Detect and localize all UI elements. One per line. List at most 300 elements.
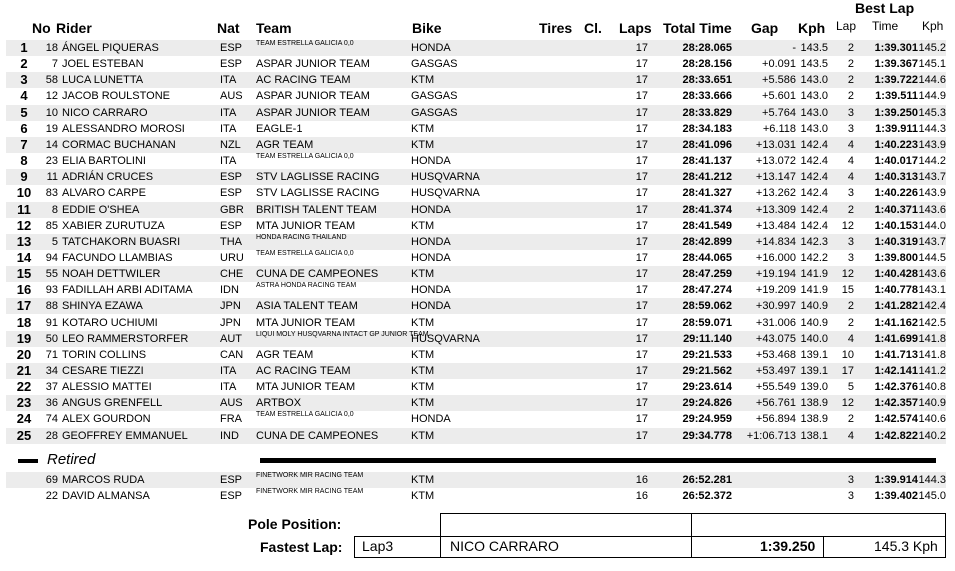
average-speed: 142.4 <box>800 138 828 151</box>
table-row <box>6 234 946 250</box>
header-best-lap-lap: Lap <box>836 19 857 33</box>
laps-completed: 17 <box>635 155 648 168</box>
laps-completed: 17 <box>635 332 648 345</box>
team-name: ASPAR JUNIOR TEAM <box>256 106 370 119</box>
total-time: 29:11.140 <box>683 332 732 345</box>
best-lap-time: 1:39.367 <box>874 58 918 71</box>
bike-make: HONDA <box>411 413 451 426</box>
best-lap-speed: 144.2 <box>918 155 946 168</box>
bike-make: HONDA <box>411 251 451 264</box>
pole-divider <box>691 513 947 537</box>
best-lap-time: 1:41.282 <box>874 300 918 313</box>
best-lap-time: 1:39.250 <box>874 106 918 119</box>
total-time: 29:34.778 <box>682 429 732 442</box>
total-time: 29:24.826 <box>682 397 732 410</box>
laps-completed: 17 <box>635 106 648 119</box>
best-lap-time: 1:40.226 <box>874 187 918 200</box>
table-row <box>6 363 946 379</box>
total-time: 28:33.666 <box>682 90 732 103</box>
table-row <box>6 472 946 488</box>
team-name: HONDA RACING THAILAND <box>256 233 347 241</box>
rider-name: ALVARO CARPE <box>62 187 146 200</box>
rider-name: CORMAC BUCHANAN <box>62 138 176 151</box>
best-lap-time: 1:42.357 <box>874 397 918 410</box>
header-tires: Tires <box>539 20 573 36</box>
position: 13 <box>16 233 32 249</box>
team-name: ARTBOX <box>256 397 302 410</box>
rider-name: ÁNGEL PIQUERAS <box>62 42 159 54</box>
bike-make: KTM <box>411 397 435 410</box>
gap-to-leader: +13.262 <box>755 187 796 200</box>
fastest-lap-label: Fastest Lap: <box>260 539 343 555</box>
average-speed: 141.9 <box>800 284 828 297</box>
rider-number: 88 <box>45 300 58 313</box>
laps-completed: 16 <box>635 474 648 486</box>
total-time: 28:33.651 <box>682 74 732 87</box>
best-lap-number: 3 <box>847 122 854 135</box>
nationality: ITA <box>220 155 237 168</box>
best-lap-number: 2 <box>847 58 854 71</box>
rider-number: 34 <box>45 365 58 377</box>
team-name: STV LAGLISSE RACING <box>256 171 380 184</box>
rider-number: 28 <box>45 429 58 442</box>
table-row <box>6 488 946 504</box>
best-lap-time: 1:41.699 <box>874 332 918 345</box>
rider-name: ELIA BARTOLINI <box>62 155 146 168</box>
rider-name: LEO RAMMERSTORFER <box>62 332 189 345</box>
position: 16 <box>16 282 32 298</box>
team-name: LIQUI MOLY HUSQVARNA INTACT GP JUNIOR TEAM <box>256 330 429 338</box>
rider-number: 36 <box>45 397 58 410</box>
team-name: TEAM ESTRELLA GALICIA 0,0 <box>256 40 354 47</box>
fastest-lap-time: 1:39.250 <box>760 538 816 554</box>
laps-completed: 17 <box>635 397 648 410</box>
gap-to-leader: +53.497 <box>755 365 796 377</box>
nationality: ESP <box>220 58 243 71</box>
best-lap-number: 2 <box>847 316 854 329</box>
header-total-time: Total Time <box>663 20 732 36</box>
table-row <box>6 347 946 363</box>
nationality: ITA <box>220 381 237 394</box>
best-lap-speed: 144.6 <box>918 74 946 87</box>
best-lap-time: 1:40.371 <box>874 203 918 216</box>
bike-make: GASGAS <box>411 90 458 103</box>
nationality: ESP <box>220 171 243 184</box>
average-speed: 143.0 <box>800 74 828 87</box>
bike-make: HONDA <box>411 284 451 297</box>
team-name: TEAM ESTRELLA GALICIA 0,0 <box>256 153 354 161</box>
total-time: 28:28.156 <box>682 58 732 71</box>
average-speed: 142.4 <box>800 219 828 232</box>
table-row <box>6 105 946 121</box>
team-name: MTA JUNIOR TEAM <box>256 219 356 232</box>
team-name: STV LAGLISSE RACING <box>256 187 380 200</box>
rider-number: 37 <box>45 381 58 394</box>
table-row <box>6 411 946 427</box>
bike-make: KTM <box>411 474 435 486</box>
team-name: ASTRA HONDA RACING TEAM <box>256 282 357 290</box>
bike-make: KTM <box>411 268 435 281</box>
best-lap-speed: 143.6 <box>918 203 946 216</box>
nationality: GBR <box>220 203 244 216</box>
laps-completed: 17 <box>635 58 648 71</box>
best-lap-number: 12 <box>841 219 854 232</box>
best-lap-number: 3 <box>847 235 854 248</box>
team-name: ASPAR JUNIOR TEAM <box>256 58 370 71</box>
best-lap-speed: 144.9 <box>918 90 946 103</box>
pole-position-label: Pole Position: <box>248 516 342 532</box>
bike-make: KTM <box>411 381 435 394</box>
bike-make: KTM <box>411 348 435 361</box>
best-lap-number: 2 <box>847 300 854 313</box>
best-lap-time: 1:39.911 <box>875 122 918 135</box>
rider-name: MARCOS RUDA <box>62 474 145 486</box>
gap-to-leader: +30.997 <box>755 300 796 313</box>
table-row <box>6 428 946 444</box>
best-lap-time: 1:42.574 <box>874 413 918 426</box>
position: 9 <box>20 169 28 185</box>
rider-name: FACUNDO LLAMBIAS <box>62 251 173 264</box>
nationality: ESP <box>220 490 243 502</box>
best-lap-time: 1:39.402 <box>874 490 918 502</box>
nationality: ESP <box>220 219 243 232</box>
rider-name: TORIN COLLINS <box>62 348 147 361</box>
laps-completed: 16 <box>635 490 648 502</box>
average-speed: 142.4 <box>800 155 828 168</box>
rider-name: ALESSIO MATTEI <box>62 381 152 394</box>
best-lap-time: 1:40.778 <box>874 284 918 297</box>
team-name: AGR TEAM <box>256 138 314 151</box>
best-lap-number: 3 <box>847 251 854 264</box>
retired-divider <box>260 458 936 463</box>
table-row <box>6 88 946 104</box>
total-time: 28:59.071 <box>682 316 732 329</box>
position: 21 <box>16 363 32 378</box>
average-speed: 138.1 <box>800 429 828 442</box>
fastest-divider-1 <box>440 536 441 558</box>
rider-number: 11 <box>46 171 58 184</box>
nationality: IND <box>220 429 239 442</box>
best-lap-time: 1:42.822 <box>874 429 918 442</box>
gap-to-leader: +5.764 <box>762 106 796 119</box>
total-time: 28:47.274 <box>682 284 732 297</box>
nationality: JPN <box>220 300 241 313</box>
position: 5 <box>20 104 28 120</box>
rider-name: ADRIÁN CRUCES <box>62 171 154 184</box>
best-lap-time: 1:39.301 <box>874 42 918 54</box>
gap-to-leader: +19.209 <box>755 284 796 297</box>
position: 4 <box>20 88 28 104</box>
best-lap-speed: 142.4 <box>918 300 946 313</box>
table-row <box>6 298 946 314</box>
gap-to-leader: - <box>792 42 796 54</box>
rider-name: ANGUS GRENFELL <box>62 397 163 410</box>
best-lap-time: 1:39.722 <box>874 74 918 87</box>
laps-completed: 17 <box>635 90 648 103</box>
best-lap-number: 2 <box>847 203 854 216</box>
best-lap-number: 4 <box>847 155 854 168</box>
position: 8 <box>20 153 28 169</box>
average-speed: 142.4 <box>800 203 828 216</box>
position: 10 <box>16 185 32 201</box>
average-speed: 141.9 <box>800 268 828 281</box>
laps-completed: 17 <box>635 316 648 329</box>
bike-make: HUSQVARNA <box>411 187 480 200</box>
average-speed: 143.0 <box>800 106 828 119</box>
average-speed: 140.9 <box>800 300 828 313</box>
rider-number: 55 <box>45 268 58 281</box>
gap-to-leader: +13.072 <box>755 155 796 168</box>
total-time: 28:41.327 <box>682 187 732 200</box>
rider-name: DAVID ALMANSA <box>62 490 150 502</box>
rider-number: 74 <box>45 413 58 426</box>
best-lap-number: 2 <box>847 42 854 54</box>
bike-make: HONDA <box>411 300 451 313</box>
bike-make: KTM <box>411 316 435 329</box>
best-lap-time: 1:42.376 <box>874 381 918 394</box>
laps-completed: 17 <box>635 348 648 361</box>
nationality: NZL <box>220 138 241 151</box>
rider-number: 19 <box>45 122 58 135</box>
best-lap-speed: 143.9 <box>918 187 946 200</box>
nationality: ESP <box>220 42 243 54</box>
best-lap-number: 3 <box>847 490 854 502</box>
team-name: AC RACING TEAM <box>256 365 351 377</box>
team-name: CUNA DE CAMPEONES <box>256 429 379 442</box>
average-speed: 139.1 <box>800 348 828 361</box>
gap-to-leader: +19.194 <box>755 268 796 281</box>
gap-to-leader: +5.601 <box>762 90 796 103</box>
laps-completed: 17 <box>635 219 648 232</box>
team-name: TEAM ESTRELLA GALICIA 0,0 <box>256 411 354 419</box>
table-row <box>6 185 946 201</box>
average-speed: 143.0 <box>800 90 828 103</box>
laps-completed: 17 <box>635 74 648 87</box>
rider-name: KOTARO UCHIUMI <box>62 316 158 329</box>
best-lap-time: 1:40.017 <box>874 155 918 168</box>
rider-name: SHINYA EZAWA <box>62 300 143 313</box>
best-lap-speed: 145.1 <box>918 58 946 71</box>
header-bike: Bike <box>412 20 442 36</box>
nationality: AUS <box>220 397 243 410</box>
rider-name: EDDIE O'SHEA <box>62 203 140 216</box>
rider-number: 5 <box>51 235 58 248</box>
best-lap-number: 3 <box>847 106 854 119</box>
header-kph: Kph <box>798 20 826 36</box>
laps-completed: 17 <box>635 284 648 297</box>
laps-completed: 17 <box>635 171 648 184</box>
total-time: 29:21.533 <box>682 348 732 361</box>
average-speed: 143.0 <box>800 122 828 135</box>
bike-make: HUSQVARNA <box>411 171 480 184</box>
average-speed: 142.3 <box>800 235 828 248</box>
average-speed: 142.4 <box>800 171 828 184</box>
laps-completed: 17 <box>635 300 648 313</box>
nationality: ITA <box>220 122 237 135</box>
average-speed: 139.0 <box>800 381 828 394</box>
header-best-lap-time: Time <box>872 19 899 33</box>
average-speed: 140.0 <box>800 332 828 345</box>
bike-make: HONDA <box>411 42 451 54</box>
average-speed <box>796 488 828 504</box>
nationality: THA <box>220 235 242 248</box>
pole-position-box <box>440 513 946 537</box>
total-time: 28:28.065 <box>682 42 732 54</box>
nationality: ITA <box>220 74 237 87</box>
rider-number: 94 <box>45 251 58 264</box>
header-team: Team <box>256 20 292 36</box>
nationality: ESP <box>220 187 243 200</box>
best-lap-time: 1:40.313 <box>874 171 918 184</box>
header-gap: Gap <box>751 20 779 36</box>
position: 24 <box>16 411 32 427</box>
header-best-lap: Best Lap <box>855 0 915 16</box>
table-row <box>6 266 946 282</box>
rider-name: JACOB ROULSTONE <box>62 90 170 103</box>
best-lap-speed: 142.5 <box>918 316 946 329</box>
nationality: CAN <box>220 348 244 361</box>
nationality: URU <box>220 251 244 264</box>
laps-completed: 17 <box>635 187 648 200</box>
nationality: AUS <box>220 90 243 103</box>
rider-number: 85 <box>45 219 58 232</box>
team-name: BRITISH TALENT TEAM <box>256 203 377 216</box>
rider-number: 23 <box>45 155 58 168</box>
best-lap-time: 1:42.141 <box>874 365 918 377</box>
average-speed: 143.5 <box>800 42 828 54</box>
fastest-lap-number: Lap3 <box>362 538 394 554</box>
nationality: ITA <box>220 365 237 377</box>
rider-name: NICO CARRARO <box>62 106 148 119</box>
best-lap-speed: 140.2 <box>918 429 946 442</box>
rider-name: FADILLAH ARBI ADITAMA <box>62 284 193 297</box>
best-lap-speed: 143.9 <box>918 138 946 151</box>
best-lap-number: 3 <box>847 474 854 486</box>
rider-name: ALESSANDRO MOROSI <box>62 122 185 135</box>
position: 14 <box>16 249 32 265</box>
bike-make: HONDA <box>411 235 451 248</box>
rider-name: NOAH DETTWILER <box>62 268 161 281</box>
rider-number: 93 <box>45 284 58 297</box>
total-time: 28:41.137 <box>682 155 732 168</box>
best-lap-number: 10 <box>841 348 854 361</box>
team-name: FINETWORK MIR RACING TEAM <box>256 488 364 495</box>
best-lap-speed: 141.2 <box>918 365 946 377</box>
fastest-divider-2 <box>691 536 692 558</box>
laps-completed: 17 <box>635 381 648 394</box>
header-nat: Nat <box>217 20 240 36</box>
best-lap-number: 12 <box>841 397 854 410</box>
bike-make: KTM <box>411 365 435 377</box>
table-row <box>6 218 946 234</box>
gap-to-leader: +14.834 <box>755 235 796 248</box>
gap-to-leader <box>736 488 796 504</box>
rider-number: 14 <box>45 138 58 151</box>
gap-to-leader: +0.091 <box>762 58 796 71</box>
best-lap-number: 4 <box>847 138 854 151</box>
table-row <box>6 379 946 395</box>
gap-to-leader: +13.484 <box>755 219 796 232</box>
team-name: MTA JUNIOR TEAM <box>256 381 356 394</box>
header-best-lap-kph: Kph <box>922 19 944 33</box>
table-row <box>6 72 946 88</box>
position: 20 <box>16 346 32 362</box>
position: 2 <box>20 56 28 72</box>
gap-to-leader: +13.309 <box>755 203 796 216</box>
best-lap-speed: 143.7 <box>918 235 946 248</box>
best-lap-number: 12 <box>841 268 854 281</box>
total-time: 28:42.899 <box>682 235 732 248</box>
total-time: 26:52.281 <box>682 474 732 486</box>
rider-number: 22 <box>45 490 58 502</box>
team-name: TEAM ESTRELLA GALICIA 0,0 <box>256 249 354 257</box>
bike-make: KTM <box>411 429 435 442</box>
gap-to-leader <box>736 472 796 488</box>
best-lap-speed: 145.3 <box>918 106 946 119</box>
table-row <box>6 315 946 331</box>
position: 18 <box>16 314 32 330</box>
nationality: FRA <box>220 413 242 426</box>
table-row <box>6 395 946 411</box>
position: 17 <box>16 298 32 314</box>
nationality: ESP <box>220 474 243 486</box>
team-name: ASPAR JUNIOR TEAM <box>256 90 370 103</box>
table-row <box>6 169 946 185</box>
best-lap-speed: 141.8 <box>918 332 946 345</box>
gap-to-leader: +53.468 <box>755 348 796 361</box>
table-row <box>6 282 946 298</box>
position: 25 <box>16 427 32 443</box>
total-time: 28:41.096 <box>682 138 732 151</box>
gap-to-leader: +13.031 <box>755 138 796 151</box>
rider-name: GEOFFREY EMMANUEL <box>62 429 188 442</box>
average-speed <box>796 472 828 488</box>
team-name: EAGLE-1 <box>256 122 303 135</box>
table-row <box>6 40 946 56</box>
rider-number: 50 <box>45 332 58 345</box>
table-row <box>6 56 946 72</box>
total-time: 29:24.959 <box>682 413 732 426</box>
nationality: AUT <box>220 332 242 345</box>
rider-name: JOEL ESTEBAN <box>62 58 144 71</box>
bike-make: GASGAS <box>411 58 458 71</box>
gap-to-leader: +31.006 <box>755 316 796 329</box>
laps-completed: 17 <box>635 203 648 216</box>
rider-number: 83 <box>45 187 58 200</box>
rider-number: 69 <box>45 474 58 486</box>
gap-to-leader: +16.000 <box>755 251 796 264</box>
rider-number: 7 <box>51 58 58 71</box>
table-row <box>6 250 946 266</box>
fastest-lap-speed: 145.3 Kph <box>874 538 938 554</box>
total-time: 28:41.212 <box>682 171 732 184</box>
nationality: CHE <box>220 268 244 281</box>
laps-completed: 17 <box>635 235 648 248</box>
header-rider: Rider <box>56 20 92 36</box>
rider-number: 58 <box>45 74 58 87</box>
best-lap-number: 4 <box>847 429 854 442</box>
gap-to-leader: +1:06.713 <box>746 429 796 442</box>
best-lap-speed: 143.7 <box>918 171 946 184</box>
gap-to-leader: +6.118 <box>762 122 796 135</box>
best-lap-number: 4 <box>847 171 854 184</box>
team-name: AC RACING TEAM <box>256 74 351 87</box>
position <box>12 488 36 504</box>
total-time: 29:21.562 <box>682 365 732 377</box>
gap-to-leader: +13.147 <box>755 171 796 184</box>
average-speed: 142.2 <box>800 251 828 264</box>
best-lap-speed: 144.5 <box>918 251 946 264</box>
